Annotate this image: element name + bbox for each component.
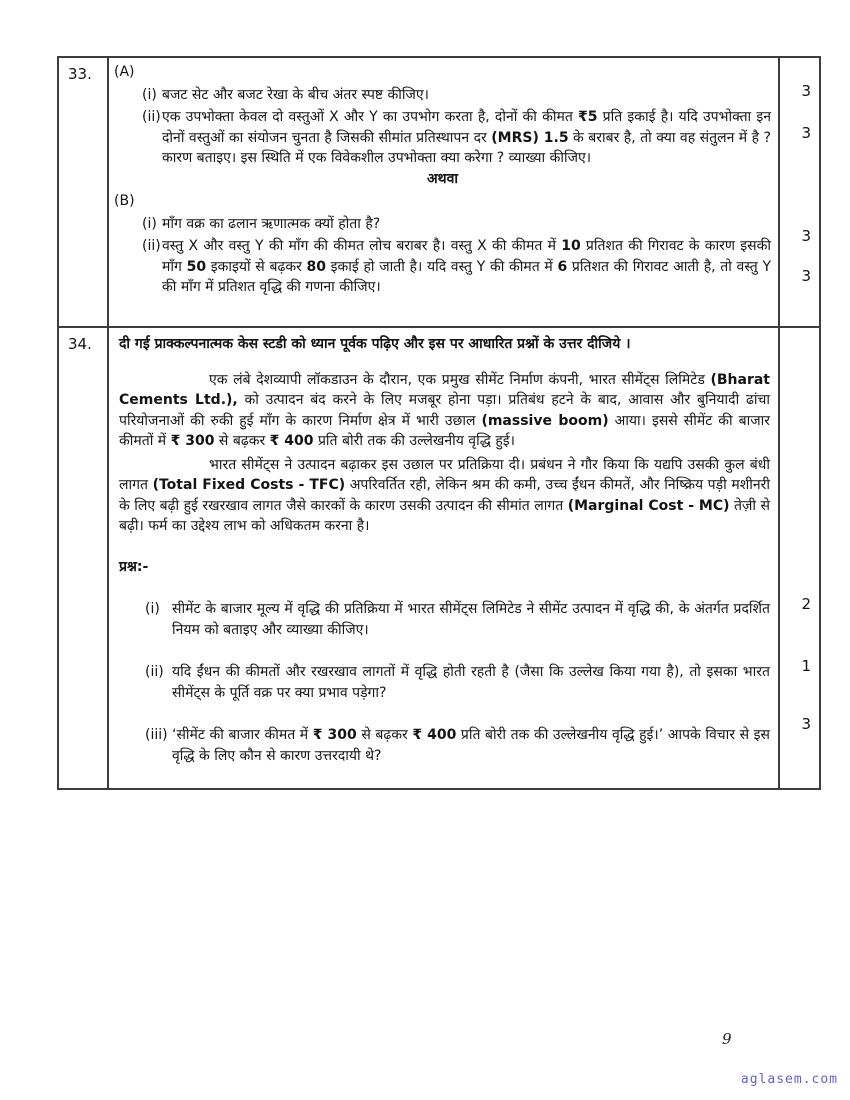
item-text: यदि ईंधन की कीमतों और रखरखाव लागतों में वृद्धि होती रहती है (जैसा कि उल्लेख किया गया है), तो इसका भारत सीमेंट्स के पूर्ति वक्र पर क्या प्रभाव पड़ेगा? <box>172 664 770 701</box>
watermark: aglasem.com <box>740 1072 838 1087</box>
question-34-item-i <box>119 599 770 640</box>
or-separator: अथवा <box>426 170 459 187</box>
item-marker: (i) <box>142 215 157 232</box>
case-paragraph-2: भारत सीमेंट्स ने उत्पादन बढ़ाकर इस उछाल पर प्रतिक्रिया दी। प्रबंधन ने गौर किया कि यद्यपि उसकी कुल बंधी लागत (Total Fixed Costs - TFC) अपरिवर्तित रही, लेकिन श्रम की कमी, उच्च ईंधन कीमतें, और निष्क्रिय पड़ी मशीनरी के लिए बढ़ी हुई रखरखाव लागत जैसे कारकों के कारण उसकी उत्पादन की सीमांत लागत (Marginal Cost - MC) तेज़ी से बढ़ी। फर्म का उद्देश्य लाभ को अधिकतम करना है। <box>119 456 771 534</box>
question-34-item-iii <box>119 725 770 766</box>
marks-value: 2 <box>801 595 811 613</box>
questions-label: प्रश्न:- <box>119 558 149 575</box>
item-text: वस्तु X और वस्तु Y की माँग की कीमत लोच बराबर है। वस्तु X की कीमत में 10 प्रतिशत की गिरावट के कारण इसकी माँग 50 इकाइयों से बढ़कर 80 इकाई हो जाती है। यदि वस्तु Y की कीमत में 6 प्रतिशत की गिरावट आती है, तो वस्तु Y की माँग में प्रतिशत वृद्धि की गणना कीजिए। <box>162 238 772 295</box>
marks-value: 3 <box>801 227 811 245</box>
question-33-number: 33. <box>59 58 109 326</box>
item-marker: (i) <box>145 601 160 617</box>
question-34-item-ii <box>119 662 770 703</box>
page-number: 9 <box>722 1030 732 1048</box>
question-33-content <box>109 58 778 326</box>
question-34-row <box>59 328 819 788</box>
item-text: माँग वक्र का ढलान ऋणात्मक क्यों होता है? <box>162 215 381 232</box>
item-marker: (iii) <box>145 727 168 743</box>
part-b-label: (B) <box>114 193 135 209</box>
item-marker: (ii) <box>142 238 161 254</box>
item-marker: (ii) <box>145 664 164 680</box>
item-text: सीमेंट के बाजार मूल्य में वृद्धि की प्रतिक्रिया में भारत सीमेंट्स लिमिटेड ने सीमेंट उत्पादन में वृद्धि की, के अंतर्गत प्रदर्शित नियम को बताइए और व्याख्या कीजिए। <box>172 601 770 638</box>
marks-value: 1 <box>801 657 811 675</box>
item-text: एक उपभोक्ता केवल दो वस्तुओं X और Y का उपभोग करता है, दोनों की कीमत ₹5 प्रति इकाई है। यदि उपभोक्ता इन दोनों वस्तुओं का संयोजन चुनता है जिसकी सीमांत प्रतिस्थापन दर (MRS) 1.5 के बराबर है, तो क्या वह संतुलन में है ? कारण बताइए। इस स्थिति में एक विवेकशील उपभोक्ता क्या करेगा ? व्याख्या कीजिए। <box>162 109 771 166</box>
case-paragraph-1: एक लंबे देशव्यापी लॉकडाउन के दौरान, एक प्रमुख सीमेंट निर्माण कंपनी, भारत सीमेंट्स लिमिटेड (Bharat Cements Ltd.), को उत्पादन बंद करने के लिए मजबूर होना पड़ा। प्रतिबंध हटने के बाद, आवास और बुनियादी ढांचा परियोजनाओं की रुकी हुई माँग के कारण निर्माण क्षेत्र में भारी उछाल (massive boom) आया। इससे सीमेंट की बाजार कीमतों में ₹ 300 से बढ़कर ₹ 400 प्रति बोरी तक की उल्लेखनीय वृद्धि हुई। <box>119 371 771 449</box>
question-33-row <box>59 58 819 328</box>
question-34-marks-column <box>778 328 819 788</box>
question-34-number: 34. <box>59 328 109 788</box>
marks-value: 3 <box>801 124 811 142</box>
case-study-heading: दी गई प्राक्कल्पनात्मक केस स्टडी को ध्यान पूर्वक पढ़िए और इस पर आधारित प्रश्नों के उत्तर दीजिये । <box>119 336 631 352</box>
question-33b-item-ii <box>114 236 771 298</box>
marks-value: 3 <box>801 715 811 733</box>
marks-value: 3 <box>801 267 811 285</box>
marks-value: 3 <box>801 82 811 100</box>
question-33a-item-ii <box>114 107 771 169</box>
item-text: बजट सेट और बजट रेखा के बीच अंतर स्पष्ट कीजिए। <box>162 86 429 103</box>
question-33a-item-i <box>114 85 771 106</box>
item-marker: (i) <box>142 86 157 103</box>
item-text: ‘सीमेंट की बाजार कीमत में ₹ 300 से बढ़कर ₹ 400 प्रति बोरी तक की उल्लेखनीय वृद्धि हुई।’ आपके विचार से इस वृद्धि के लिए कौन से कारण उत्तरदायी थे? <box>172 727 771 764</box>
item-marker: (ii) <box>142 109 161 125</box>
question-34-content <box>109 328 778 788</box>
question-table <box>57 56 821 790</box>
question-33-marks-column <box>778 58 819 326</box>
question-33b-item-i <box>114 214 771 235</box>
part-a-label: (A) <box>114 64 135 80</box>
